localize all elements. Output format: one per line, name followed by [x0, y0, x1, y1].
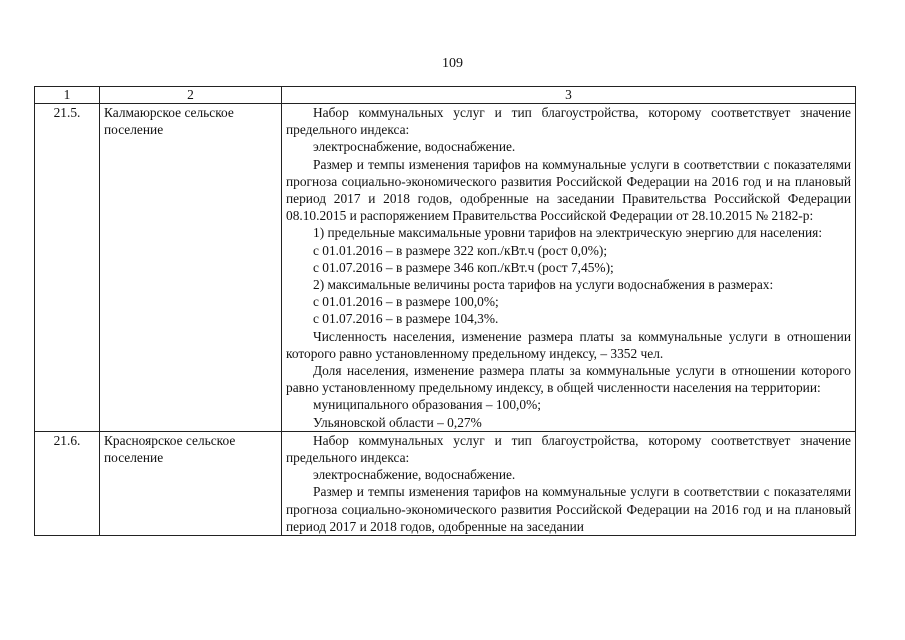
row-content: [282, 431, 856, 535]
content-paragraph: с 01.01.2016 – в размере 100,0%;: [313, 294, 499, 310]
content-paragraph: Ульяновской области – 0,27%: [313, 414, 482, 430]
content-paragraph: электроснабжение, водоснабжение.: [313, 467, 516, 483]
content-paragraph: электроснабжение, водоснабжение.: [313, 139, 516, 155]
column-header-1: 1: [35, 87, 100, 104]
content-paragraph: с 01.01.2016 – в размере 322 коп./кВт.ч (рост 0,0%);: [313, 242, 608, 258]
content-paragraph: с 01.07.2016 – в размере 346 коп./кВт.ч (рост 7,45%);: [313, 259, 614, 275]
content-paragraph: муниципального образования – 100,0%;: [313, 397, 541, 413]
content-paragraph: Набор коммунальных услуг и тип благоустройства, которому соответствует значение предельного индекса:: [286, 432, 851, 466]
table-row: [35, 431, 856, 535]
column-header-2: 2: [100, 87, 282, 104]
content-paragraph: 1) предельные максимальные уровни тарифов на электрическую энергию для населения:: [313, 225, 823, 241]
content-paragraph: Доля населения, изменение размера платы за коммунальные услуги в отношении которого равно установленному предельному индексу, в общей численности населения на территории:: [286, 363, 851, 396]
content-paragraph: Размер и темпы изменения тарифов на коммунальные услуги в соответствии с показателями прогноза социально-экономического развития Российской Федерации на 2016 год и на плановый период 2017 и 2018 годов, одобренные на заседании: [286, 484, 851, 534]
settlement-name: Калмаюрское сельское поселение: [100, 104, 282, 432]
page-number: 109: [442, 56, 463, 71]
row-content: [282, 104, 856, 432]
row-number: 21.6.: [35, 431, 100, 535]
content-paragraph: Численность населения, изменение размера платы за коммунальные услуги в отношении которого равно установленному предельному индексу, – 3352 чел.: [286, 328, 851, 361]
content-paragraph: Набор коммунальных услуг и тип благоустройства, которому соответствует значение предельного индекса:: [286, 105, 851, 138]
table-header-row: [35, 87, 856, 104]
settlement-name: Красноярское сельское поселение: [100, 431, 282, 535]
table-row: [35, 104, 856, 432]
column-header-3: 3: [282, 87, 856, 104]
document-table: [34, 86, 856, 536]
content-paragraph: Размер и темпы изменения тарифов на коммунальные услуги в соответствии с показателями прогноза социально-экономического развития Российской Федерации на 2016 год и на плановый период 2017 и 2018 годов, одобренные на заседании Правительства Российской Федерации 08.10.2015 и распоряжением Правительства Российской Федерации от 28.10.2015 № 2182-р:: [286, 156, 851, 224]
row-number: 21.5.: [35, 104, 100, 432]
content-paragraph: с 01.07.2016 – в размере 104,3%.: [313, 311, 499, 327]
content-paragraph: 2) максимальные величины роста тарифов на услуги водоснабжения в размерах:: [313, 277, 774, 293]
